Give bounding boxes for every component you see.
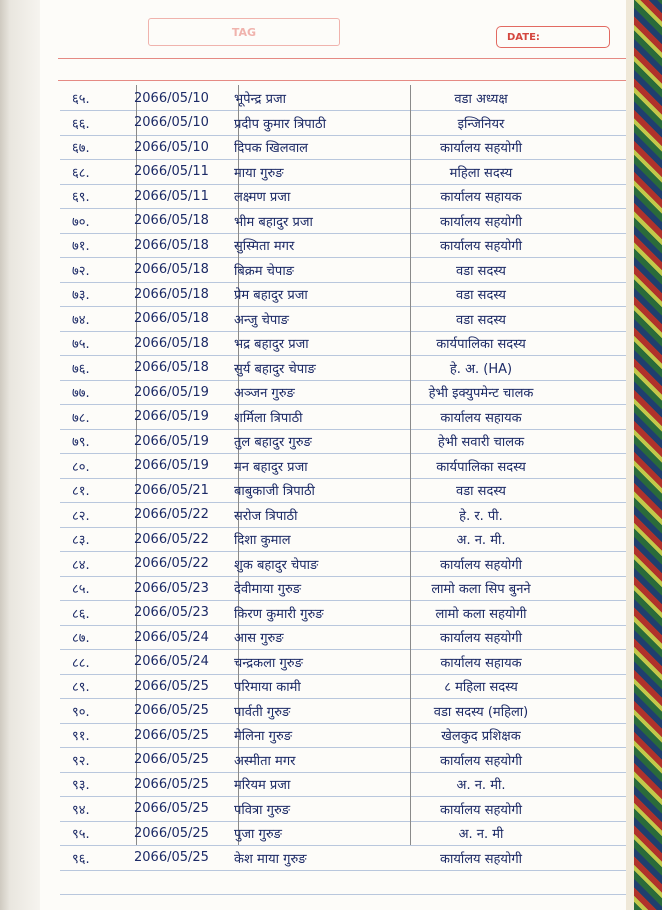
designation: वडा सदस्य (456, 484, 506, 500)
entry-date: 2066/05/25 (134, 703, 209, 719)
person-name: मन बहादुर प्रजा (234, 459, 308, 475)
entry-date: 2066/05/19 (134, 384, 209, 400)
table-row (72, 601, 552, 626)
designation: कार्यालय सहायक (440, 655, 522, 671)
page-edge (626, 0, 634, 910)
person-name: आस गुरुङ (234, 631, 284, 647)
table-row (72, 184, 552, 209)
table-row (72, 527, 552, 552)
header-rule-bottom (58, 80, 626, 81)
entry-date: 2066/05/10 (134, 115, 209, 131)
person-name: बिक्रम चेपाङ (234, 263, 294, 279)
entry-date: 2066/05/10 (134, 139, 209, 155)
designation: कार्यपालिका सदस्य (436, 337, 526, 353)
serial-number: ८६. (72, 606, 90, 622)
table-row (72, 258, 552, 283)
designation: कार्यालय सहयोगी (439, 631, 523, 647)
entry-date: 2066/05/24 (134, 654, 209, 670)
designation: वडा सदस्य (456, 263, 506, 279)
person-name: किरण कुमारी गुरुङ (234, 606, 324, 622)
designation: हे. र. पी. (459, 508, 503, 524)
person-name: सुस्मिता मगर (234, 239, 295, 255)
serial-number: ८१. (72, 484, 90, 500)
person-name: भूपेन्द्र प्रजा (234, 92, 286, 108)
person-name: शुक बहादुर चेपाङ (234, 557, 319, 573)
table-row (72, 797, 552, 822)
table-row (72, 405, 552, 430)
entry-date: 2066/05/25 (134, 727, 209, 743)
person-name: दिशा कुमाल (234, 533, 291, 549)
book-spine (0, 0, 40, 910)
serial-number: ७९. (72, 435, 90, 451)
entry-date: 2066/05/25 (134, 825, 209, 841)
serial-number: ७३. (72, 288, 90, 304)
entry-date: 2066/05/11 (134, 188, 209, 204)
table-row (72, 454, 552, 479)
person-name: मरियम प्रजा (234, 778, 291, 794)
ledger-body (72, 86, 552, 870)
designation: हे. अ. (HA) (449, 361, 513, 377)
serial-number: ९४. (72, 802, 90, 818)
entry-date: 2066/05/18 (134, 262, 209, 278)
designation: खेलकुद प्रशिक्षक (441, 729, 521, 745)
serial-number: ८७. (72, 631, 90, 647)
entry-date: 2066/05/21 (134, 482, 209, 498)
person-name: मेलिना गुरुङ (234, 729, 293, 745)
person-name: तुल बहादुर गुरुङ (234, 435, 312, 451)
designation: कार्यालय सहयोगी (439, 851, 523, 867)
table-row (72, 650, 552, 675)
tag-box (148, 18, 340, 46)
table-row (72, 209, 552, 234)
designation: कार्यालय सहयोगी (439, 557, 523, 573)
designation: वडा अध्यक्ष (454, 92, 508, 108)
designation: कार्यालय सहायक (440, 190, 522, 206)
table-row (72, 331, 552, 356)
designation: महिला सदस्य (449, 165, 513, 181)
tag-label: TAG (231, 25, 257, 39)
entry-date: 2066/05/25 (134, 678, 209, 694)
entry-date: 2066/05/23 (134, 580, 209, 596)
entry-date: 2066/05/22 (134, 507, 209, 523)
entry-date: 2066/05/22 (134, 531, 209, 547)
designation: अ. न. मी. (456, 778, 506, 794)
table-row (72, 135, 552, 160)
entry-date: 2066/05/25 (134, 752, 209, 768)
person-name: अञ्जन गुरुङ (234, 386, 295, 402)
serial-number: ६७. (72, 141, 90, 157)
serial-number: ६८. (72, 165, 90, 181)
table-row (72, 772, 552, 797)
serial-number: ७१. (72, 239, 90, 255)
designation: लामो कला सहयोगी (435, 606, 527, 622)
entry-date: 2066/05/22 (134, 556, 209, 572)
person-name: परिमाया कामी (234, 680, 301, 696)
entry-date: 2066/05/18 (134, 286, 209, 302)
person-name: सुर्य बहादुर चेपाङ (234, 361, 316, 377)
person-name: पुजा गुरुङ (234, 827, 282, 843)
entry-date: 2066/05/25 (134, 850, 209, 866)
table-row (72, 674, 552, 699)
designation: वडा सदस्य (महिला) (433, 704, 529, 720)
person-name: प्रदीप कुमार त्रिपाठी (234, 116, 326, 132)
designation: कार्यालय सहायक (440, 410, 522, 426)
table-row (72, 160, 552, 185)
entry-date: 2066/05/18 (134, 237, 209, 253)
table-row (72, 282, 552, 307)
entry-date: 2066/05/10 (134, 90, 209, 106)
serial-number: ८२. (72, 508, 90, 524)
serial-number: ७८. (72, 410, 90, 426)
table-row (72, 723, 552, 748)
serial-number: ८९. (72, 680, 90, 696)
designation: कार्यालय सहयोगी (439, 802, 523, 818)
table-row (72, 111, 552, 136)
table-row (72, 380, 552, 405)
ruled-line (60, 894, 626, 895)
designation: वडा सदस्य (456, 312, 506, 328)
person-name: अस्मीता मगर (234, 753, 296, 769)
entry-date: 2066/05/24 (134, 629, 209, 645)
entry-date: 2066/05/18 (134, 360, 209, 376)
serial-number: ७२. (72, 263, 90, 279)
designation: इन्जिनियर (457, 116, 505, 132)
entry-date: 2066/05/19 (134, 458, 209, 474)
fabric-edge (634, 0, 662, 910)
serial-number: ७७. (72, 386, 90, 402)
serial-number: ८५. (72, 582, 90, 598)
entry-date: 2066/05/11 (134, 164, 209, 180)
header-rule-top (58, 58, 626, 59)
designation: लामो कला सिप बुनने (431, 582, 531, 598)
table-row (72, 821, 552, 846)
serial-number: ७५. (72, 337, 90, 353)
table-row (72, 86, 552, 111)
serial-number: ७०. (72, 214, 90, 230)
serial-number: ८४. (72, 557, 90, 573)
person-name: दिपक खिलवाल (234, 141, 308, 157)
table-row (72, 307, 552, 332)
serial-number: ६६. (72, 116, 90, 132)
serial-number: ८८. (72, 655, 90, 671)
table-row (72, 478, 552, 503)
entry-date: 2066/05/25 (134, 801, 209, 817)
person-name: माया गुरुङ (234, 165, 284, 181)
entry-date: 2066/05/25 (134, 776, 209, 792)
table-row (72, 233, 552, 258)
serial-number: ९०. (72, 704, 90, 720)
serial-number: ७६. (72, 361, 90, 377)
person-name: पार्वती गुरुङ (234, 704, 291, 720)
table-row (72, 429, 552, 454)
designation: कार्यपालिका सदस्य (436, 459, 526, 475)
designation: हेभी इक्युपमेन्ट चालक (428, 386, 534, 402)
entry-date: 2066/05/19 (134, 433, 209, 449)
table-row (72, 846, 552, 871)
designation: कार्यालय सहयोगी (439, 141, 523, 157)
person-name: भीम बहादुर प्रजा (234, 214, 313, 230)
person-name: लक्ष्मण प्रजा (234, 190, 291, 206)
person-name: प्रेम बहादुर प्रजा (234, 288, 308, 304)
designation: ८ महिला सदस्य (444, 680, 518, 696)
entry-date: 2066/05/18 (134, 335, 209, 351)
entry-date: 2066/05/23 (134, 605, 209, 621)
person-name: चन्द्रकला गुरुङ (234, 655, 303, 671)
table-row (72, 356, 552, 381)
serial-number: ६९. (72, 190, 90, 206)
table-row (72, 503, 552, 528)
person-name: भद्र बहादुर प्रजा (234, 337, 309, 353)
person-name: बाबुकाजी त्रिपाठी (234, 484, 315, 500)
designation: वडा सदस्य (456, 288, 506, 304)
serial-number: ६५. (72, 92, 90, 108)
designation: कार्यालय सहयोगी (439, 214, 523, 230)
table-row (72, 699, 552, 724)
date-label: DATE: (507, 31, 540, 43)
serial-number: ७४. (72, 312, 90, 328)
entry-date: 2066/05/18 (134, 213, 209, 229)
designation: अ. न. मी (458, 827, 504, 843)
serial-number: ९५. (72, 827, 90, 843)
table-row (72, 552, 552, 577)
entry-date: 2066/05/19 (134, 409, 209, 425)
table-row (72, 625, 552, 650)
person-name: अन्जु चेपाङ (234, 312, 289, 328)
serial-number: ९६. (72, 851, 90, 867)
person-name: सरोज त्रिपाठी (234, 508, 298, 524)
date-box (496, 26, 610, 48)
serial-number: ९१. (72, 729, 90, 745)
serial-number: ८३. (72, 533, 90, 549)
person-name: पवित्रा गुरुङ (234, 802, 291, 818)
person-name: देवीमाया गुरुङ (234, 582, 302, 598)
designation: अ. न. मी. (456, 533, 506, 549)
entry-date: 2066/05/18 (134, 311, 209, 327)
person-name: शर्मिला त्रिपाठी (234, 410, 303, 426)
person-name: केश माया गुरुङ (234, 851, 307, 867)
table-row (72, 748, 552, 773)
designation: कार्यालय सहयोगी (439, 239, 523, 255)
serial-number: ९३. (72, 778, 90, 794)
serial-number: ९२. (72, 753, 90, 769)
serial-number: ८०. (72, 459, 90, 475)
table-row (72, 576, 552, 601)
designation: कार्यालय सहयोगी (439, 753, 523, 769)
ledger-table (72, 86, 552, 870)
designation: हेभी सवारी चालक (437, 435, 525, 451)
